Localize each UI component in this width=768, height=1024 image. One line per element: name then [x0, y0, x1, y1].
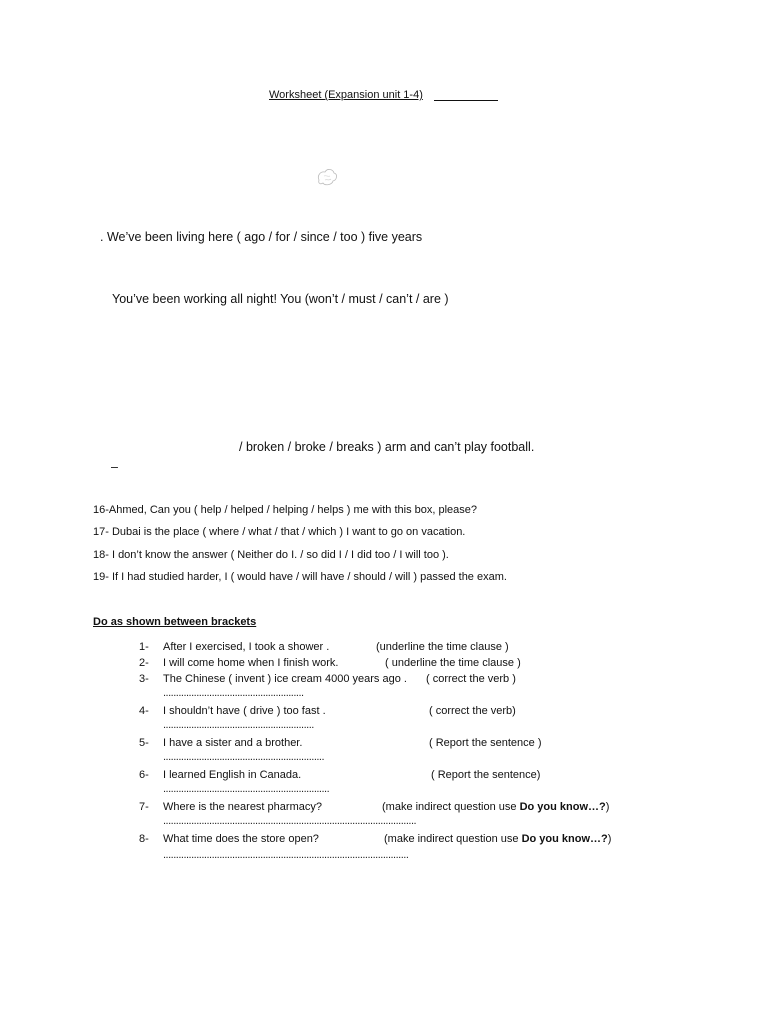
fragment-broken-arm: / broken / broke / breaks ) arm and can’t play football.	[239, 440, 535, 454]
item-text: What time does the store open?	[163, 833, 319, 845]
item-number: 7-	[139, 801, 149, 813]
fragment-dash: –	[111, 460, 118, 474]
ornament-icon	[315, 166, 339, 188]
item-instruction: (underline the time clause )	[376, 641, 509, 653]
answer-line[interactable]: .................................................................	[163, 783, 330, 795]
answer-line[interactable]: ...........................................................	[163, 719, 314, 731]
worksheet-title: Worksheet (Expansion unit 1-4)	[269, 89, 423, 101]
item-text: I will come home when I finish work.	[163, 657, 339, 669]
question-16: 16-Ahmed, Can you ( help / helped / helping / helps ) me with this box, please?	[93, 504, 478, 516]
answer-line[interactable]: .......................................................	[163, 687, 304, 699]
section-heading: Do as shown between brackets	[93, 616, 257, 628]
fragment-working-all-night: You’ve been working all night! You (won’t / must / can’t / are )	[112, 292, 449, 306]
item-number: 2-	[139, 657, 149, 669]
item-number: 6-	[139, 769, 149, 781]
item-number: 5-	[139, 737, 149, 749]
item-instruction: ( correct the verb)	[429, 705, 516, 717]
fragment-living-here: . We’ve been living here ( ago / for / since / too ) five years	[100, 230, 423, 244]
title-underline	[434, 100, 498, 101]
item-instruction: ( underline the time clause )	[385, 657, 521, 669]
item-instruction: ( Report the sentence )	[429, 737, 542, 749]
item-instruction: (make indirect question use Do you know…?)	[384, 833, 612, 845]
item-number: 1-	[139, 641, 149, 653]
question-17: 17- Dubai is the place ( where / what / that / which ) I want to go on vacation.	[93, 526, 466, 538]
item-text: I have a sister and a brother.	[163, 737, 303, 749]
answer-line[interactable]: ................................................................................................	[163, 849, 409, 861]
item-text: The Chinese ( invent ) ice cream 4000 years ago .	[163, 673, 407, 685]
item-number: 4-	[139, 705, 149, 717]
item-text: After I exercised, I took a shower .	[163, 641, 330, 653]
item-text: I learned English in Canada.	[163, 769, 302, 781]
item-number: 8-	[139, 833, 149, 845]
item-number: 3-	[139, 673, 149, 685]
item-instruction: ( correct the verb )	[426, 673, 516, 685]
item-text: Where is the nearest pharmacy?	[163, 801, 322, 813]
item-text: I shouldn’t have ( drive ) too fast .	[163, 705, 326, 717]
answer-line[interactable]: ...............................................................	[163, 751, 325, 763]
item-instruction: (make indirect question use Do you know…?)	[382, 801, 610, 813]
answer-line[interactable]: ...................................................................................................	[163, 815, 417, 827]
item-instruction: ( Report the sentence)	[431, 769, 541, 781]
question-19: 19- If I had studied harder, I ( would have / will have / should / will ) passed the exam.	[93, 571, 507, 583]
question-18: 18- I don’t know the answer ( Neither do I. / so did I / I did too / I will too ).	[93, 549, 449, 561]
